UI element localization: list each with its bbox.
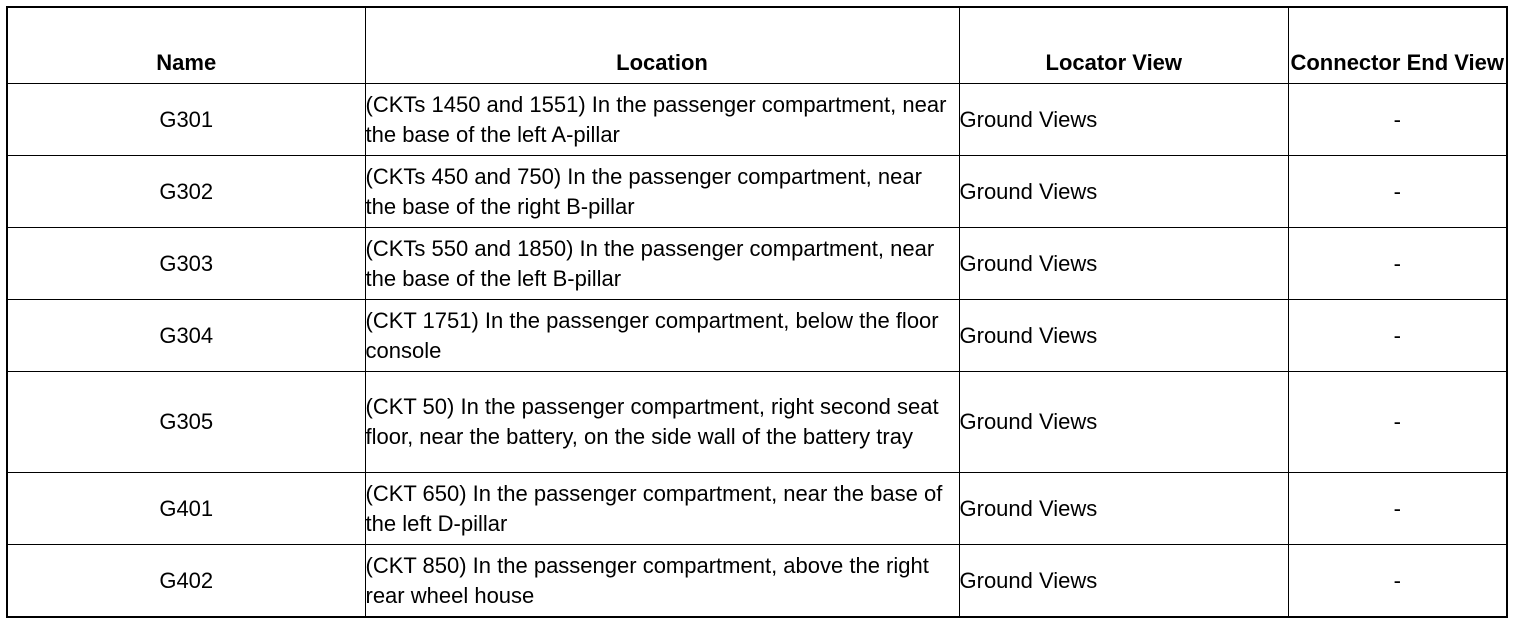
- cell-location: (CKTs 550 and 1850) In the passenger compartment, near the base of the left B-pillar: [365, 228, 959, 300]
- table-row: [7, 545, 1507, 618]
- cell-connector-end-view: -: [1288, 300, 1507, 372]
- table-header-row: [7, 7, 1507, 84]
- header-connector-end-view: Connector End View: [1288, 7, 1507, 84]
- cell-locator-view: Ground Views: [959, 545, 1288, 618]
- cell-location: (CKT 650) In the passenger compartment, near the base of the left D-pillar: [365, 473, 959, 545]
- cell-name: G301: [7, 84, 365, 156]
- cell-location: (CKTs 1450 and 1551) In the passenger compartment, near the base of the left A-pillar: [365, 84, 959, 156]
- cell-name: G303: [7, 228, 365, 300]
- table-row: [7, 300, 1507, 372]
- table-row: [7, 84, 1507, 156]
- header-location: Location: [365, 7, 959, 84]
- cell-locator-view: Ground Views: [959, 372, 1288, 473]
- cell-name: G401: [7, 473, 365, 545]
- cell-connector-end-view: -: [1288, 372, 1507, 473]
- cell-locator-view: Ground Views: [959, 300, 1288, 372]
- cell-connector-end-view: -: [1288, 228, 1507, 300]
- table-row: [7, 156, 1507, 228]
- header-name: Name: [7, 7, 365, 84]
- cell-name: G302: [7, 156, 365, 228]
- cell-connector-end-view: -: [1288, 84, 1507, 156]
- cell-location: (CKTs 450 and 750) In the passenger compartment, near the base of the right B-pillar: [365, 156, 959, 228]
- cell-name: G305: [7, 372, 365, 473]
- cell-locator-view: Ground Views: [959, 156, 1288, 228]
- cell-name: G304: [7, 300, 365, 372]
- cell-location: (CKT 850) In the passenger compartment, above the right rear wheel house: [365, 545, 959, 618]
- cell-connector-end-view: -: [1288, 545, 1507, 618]
- cell-locator-view: Ground Views: [959, 228, 1288, 300]
- table-row: [7, 473, 1507, 545]
- table-row: [7, 372, 1507, 473]
- cell-locator-view: Ground Views: [959, 84, 1288, 156]
- header-locator-view: Locator View: [959, 7, 1288, 84]
- cell-location: (CKT 50) In the passenger compartment, right second seat floor, near the battery, on the side wall of the battery tray: [365, 372, 959, 473]
- cell-connector-end-view: -: [1288, 156, 1507, 228]
- cell-location: (CKT 1751) In the passenger compartment, below the floor console: [365, 300, 959, 372]
- cell-name: G402: [7, 545, 365, 618]
- cell-connector-end-view: -: [1288, 473, 1507, 545]
- cell-locator-view: Ground Views: [959, 473, 1288, 545]
- table-row: [7, 228, 1507, 300]
- ground-locations-table: [6, 6, 1508, 618]
